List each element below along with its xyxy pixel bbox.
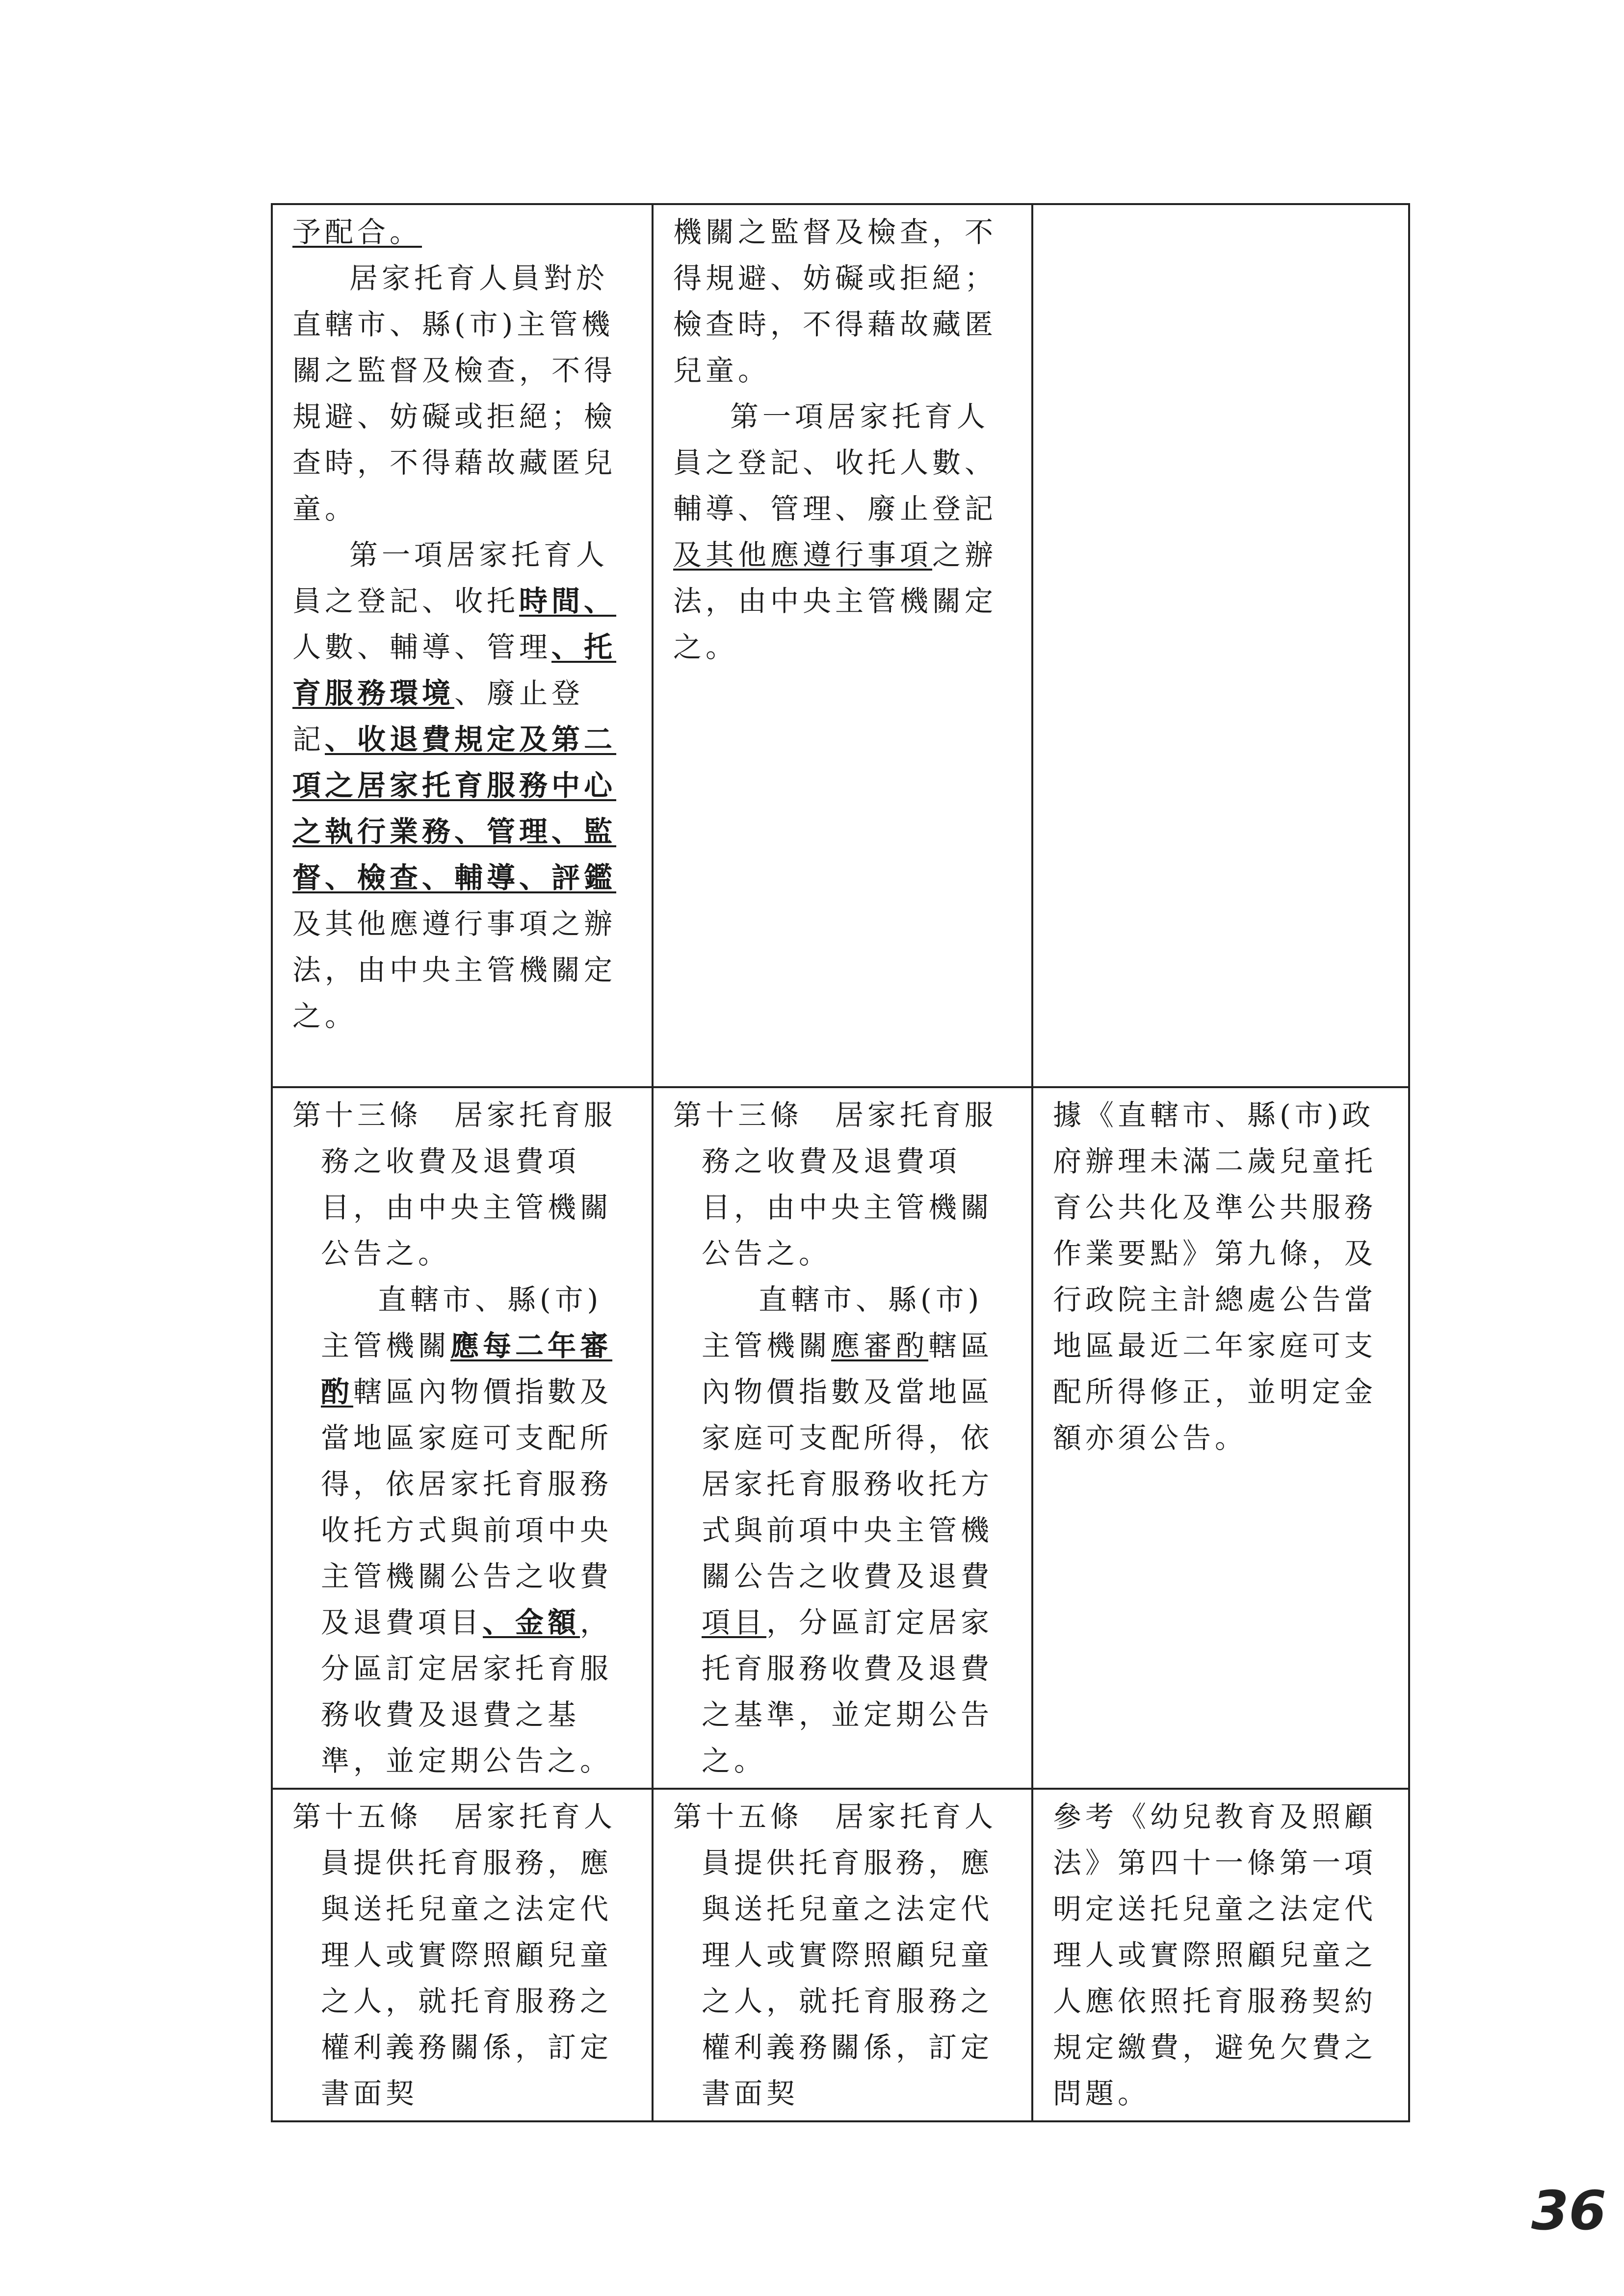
text-segment: 、廢止登記 — [292, 677, 584, 756]
paragraph — [673, 393, 1012, 670]
underlined-text: 應每二年審酌 — [321, 1329, 613, 1409]
explanation-cell — [1032, 204, 1409, 1087]
underlined-text: 時間、 — [519, 584, 617, 618]
table-row — [272, 1789, 1409, 2121]
text-segment: 第一項居家托育人員之登記、收托 — [292, 538, 609, 618]
page-number: 36 — [1531, 2179, 1606, 2242]
text-segment: 之辦法，由中央主管機關定之。 — [673, 538, 997, 664]
paragraph: 居家托育人員對於直轄市、縣(市)主管機關之監督及檢查，不得規避、妨礙或拒絕；檢查時，不得藉故藏匿兒童。 — [292, 261, 617, 525]
explanation-cell — [1032, 1087, 1409, 1789]
article-heading: 第十五條 居家托育人員提供托育服務，應與送托兒童之法定代理人或實際照顧兒童之人，就托育服務之權利義務關係，訂定書面契 — [673, 1800, 997, 2110]
table-row — [272, 1087, 1409, 1789]
table-row — [272, 204, 1409, 1087]
underlined-text: 予配合。 — [292, 215, 422, 249]
text-segment: 直轄市、縣(市)主管機關 — [702, 1283, 983, 1362]
article-heading: 第十五條 居家托育人員提供托育服務，應與送托兒童之法定代理人或實際照顧兒童之人，就托育服務之權利義務關係，訂定書面契 — [292, 1800, 617, 2110]
paragraph: 據《直轄市、縣(市)政府辦理未滿二歲兒童托育公共化及準公共服務作業要點》第九條，及行政院主計總處公告當地區最近二年家庭可支配所得修正，並明定金額亦須公告。 — [1053, 1098, 1377, 1455]
article-heading: 第十三條 居家托育服務之收費及退費項目，由中央主管機關公告之。 — [673, 1098, 997, 1270]
text-segment: 直轄市、縣(市)主管機關 — [321, 1283, 602, 1362]
underlined-text: 、收退費規定及第二項之居家托育服務中心之執行業務、管理、監督、檢查、輔導、評鑑 — [292, 723, 617, 894]
text-segment: 人數、輔導、管理 — [292, 630, 552, 664]
underlined-text: 、金額 — [483, 1606, 580, 1639]
paragraph — [292, 209, 632, 255]
text-segment: 及其他應遵行事項之辦法，由中央主管機關定之。 — [292, 907, 617, 1033]
underlined-text: 及其他應遵行事項 — [673, 538, 933, 572]
amended-text-cell — [272, 1789, 653, 2121]
text-segment: ，分區訂定居家托育服務收費及退費之基準，並定期公告之。 — [702, 1606, 994, 1777]
current-text-cell — [653, 204, 1032, 1087]
text-segment: ，分區訂定居家托育服務收費及退費之基準，並定期公告之。 — [321, 1606, 613, 1777]
paragraph: 機關之監督及檢查，不得規避、妨礙或拒絕；檢查時，不得藉故藏匿兒童。 — [673, 215, 997, 387]
underlined-text: 項目 — [702, 1606, 767, 1639]
text-segment: 第一項居家托育人員之登記、收托人數、輔導、管理、廢止登記 — [673, 400, 997, 525]
paragraph — [292, 532, 632, 1039]
paragraph: 參考《幼兒教育及照顧法》第四十一條第一項明定送托兒童之法定代理人或實際照顧兒童之人應依照托育服務契約規定繳費，避免欠費之問題。 — [1053, 1800, 1377, 2110]
paragraph — [673, 1277, 1012, 1784]
text-segment: 轄區內物價指數及當地區家庭可支配所得，依居家托育服務收托方式與前項中央主管機關公告之收費及退費 — [702, 1329, 994, 1593]
text-segment: 轄區內物價指數及當地區家庭可支配所得，依居家托育服務收托方式與前項中央主管機關公告之收費及退費項目 — [321, 1375, 613, 1639]
comparison-table — [271, 203, 1410, 2122]
paragraph — [292, 1277, 632, 1784]
underlined-text: 應審酌 — [831, 1329, 929, 1362]
current-text-cell — [653, 1087, 1032, 1789]
current-text-cell — [653, 1789, 1032, 2121]
explanation-cell — [1032, 1789, 1409, 2121]
underlined-text: 、托育服務環境 — [292, 630, 617, 710]
article-heading: 第十三條 居家托育服務之收費及退費項目，由中央主管機關公告之。 — [292, 1098, 617, 1270]
amended-text-cell — [272, 204, 653, 1087]
amended-text-cell — [272, 1087, 653, 1789]
